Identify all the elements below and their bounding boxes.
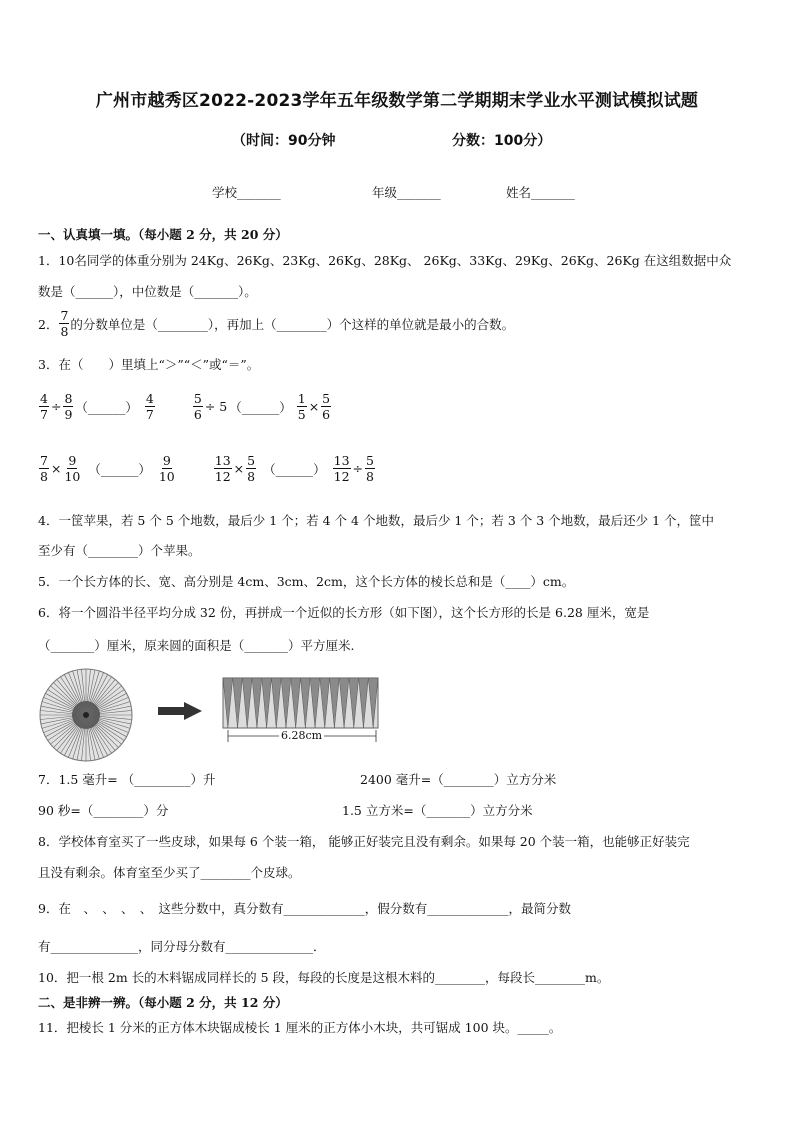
compare-row-2: [38, 453, 376, 484]
exam-time: （时间：90分钟: [232, 133, 336, 149]
fraction: $\frac{5}{6}$: [193, 391, 202, 422]
question-3: 3．在（ ）里填上“＞”“＜”或“＝”。: [38, 357, 260, 372]
question-6-line-1: 6．将一个圆沿半径平均分成 32 份，再拼成一个近似的长方形（如下图），这个长方形的长是 6.28 厘米，宽是: [38, 605, 650, 620]
arrow-right-icon: [158, 702, 202, 720]
question-number: 2．: [38, 316, 59, 332]
question-7a: 7．1.5 毫升= （_________）升: [38, 772, 216, 787]
question-7c: 90 秒=（________）分: [38, 803, 169, 818]
page-title: 广州市越秀区2022-2023学年五年级数学第二学期期末学业水平测试模拟试题: [95, 91, 699, 111]
fraction: $\frac{5}{6}$: [322, 391, 331, 422]
question-1-line-1: 1．10名同学的体重分别为 24Kg、26Kg、23Kg、26Kg、28Kg、 26Kg、33Kg、29Kg、26Kg、26Kg 在这组数据中众: [38, 253, 732, 268]
grade-field[interactable]: 年级_______: [372, 185, 441, 200]
question-8-line-1: 8．学校体育室买了一些皮球，如果每 6 个装一箱， 能够正好装完且没有剩余。如果每 20 个装一箱，也能够正好装完: [38, 834, 690, 849]
exam-score: 分数：100分）: [452, 133, 552, 149]
fraction: $\frac{7}{8}$: [60, 308, 69, 339]
fraction: $\frac{8}{9}$: [64, 391, 73, 422]
fraction: $\frac{1}{5}$: [297, 391, 306, 422]
fraction: $\frac{9}{10}$: [158, 453, 175, 484]
question-11: 11．把棱长 1 分米的正方体木块锯成棱长 1 厘米的正方体小木块，共可锯成 100 块。_____。: [38, 1020, 562, 1035]
fraction: $\frac{13}{12}$: [333, 453, 350, 484]
section-heading: 一、认真填一填。（每小题 2 分，共 20 分）: [38, 227, 288, 242]
question-8-line-2: 且没有剩余。体育室至少买了________个皮球。: [38, 865, 301, 880]
question-9-line-2: 有______________，同分母分数有______________．: [38, 939, 326, 954]
question-1-line-2: 数是（______），中位数是（_______）。: [38, 284, 257, 299]
question-10: 10．把一根 2m 长的木料锯成同样长的 5 段，每段的长度是这根木料的________，每段长________m。: [38, 970, 610, 985]
question-7b: 2400 毫升=（________）立方分米: [360, 772, 557, 787]
fraction: $\frac{13}{12}$: [214, 453, 231, 484]
fraction: $\frac{9}{10}$: [64, 453, 81, 484]
answer-blank[interactable]: （______）: [88, 461, 151, 477]
question-2: [38, 308, 514, 339]
question-9-line-1: 9．在 、 、 、 、 这些分数中，真分数有_____________，假分数有_____________，最简分数: [38, 901, 571, 916]
question-4-line-2: 至少有（________）个苹果。: [38, 543, 201, 558]
answer-blank[interactable]: （______）: [75, 399, 138, 415]
answer-blank[interactable]: （______）: [263, 461, 326, 477]
fraction: $\frac{5}{8}$: [247, 453, 256, 484]
fraction: $\frac{4}{7}$: [145, 391, 154, 422]
compare-row-1: [38, 391, 332, 422]
times-sign: ×: [50, 461, 62, 476]
times-sign: ×: [233, 461, 245, 476]
fraction: $\frac{4}{7}$: [40, 391, 48, 422]
question-6-line-2: （_______）厘米，原来圆的面积是（_______）平方厘米.: [38, 638, 355, 653]
school-field[interactable]: 学校_______: [212, 185, 281, 200]
divide-sign: ÷ 5: [204, 399, 228, 414]
divide-sign: ÷: [352, 461, 364, 476]
question-5: 5．一个长方体的长、宽、高分别是 4cm、3cm、2cm，这个长方体的棱长总和是（____）cm。: [38, 574, 575, 589]
fraction: $\frac{5}{8}$: [366, 453, 374, 484]
fraction: $\frac{7}{8}$: [40, 453, 48, 484]
times-sign: ×: [308, 399, 320, 414]
divide-sign: ÷: [50, 399, 62, 414]
question-2-text: 的分数单位是（________），再加上（________）个这样的单位就是最小的合数。: [70, 316, 515, 332]
sectored-circle-figure: [38, 667, 134, 763]
answer-blank[interactable]: （______）: [229, 399, 292, 415]
section-heading: 二、是非辨一辨。（每小题 2 分，共 12 分）: [38, 995, 288, 1010]
question-7d: 1.5 立方米=（_______）立方分米: [342, 803, 533, 818]
dimension-label: 6.28cm: [281, 729, 323, 742]
question-4-line-1: 4．一筐苹果，若 5 个 5 个地数，最后少 1 个；若 4 个 4 个地数，最后少 1 个；若 3 个 3 个地数，最后还少 1 个，筐中: [38, 513, 715, 528]
name-field[interactable]: 姓名_______: [506, 185, 575, 200]
